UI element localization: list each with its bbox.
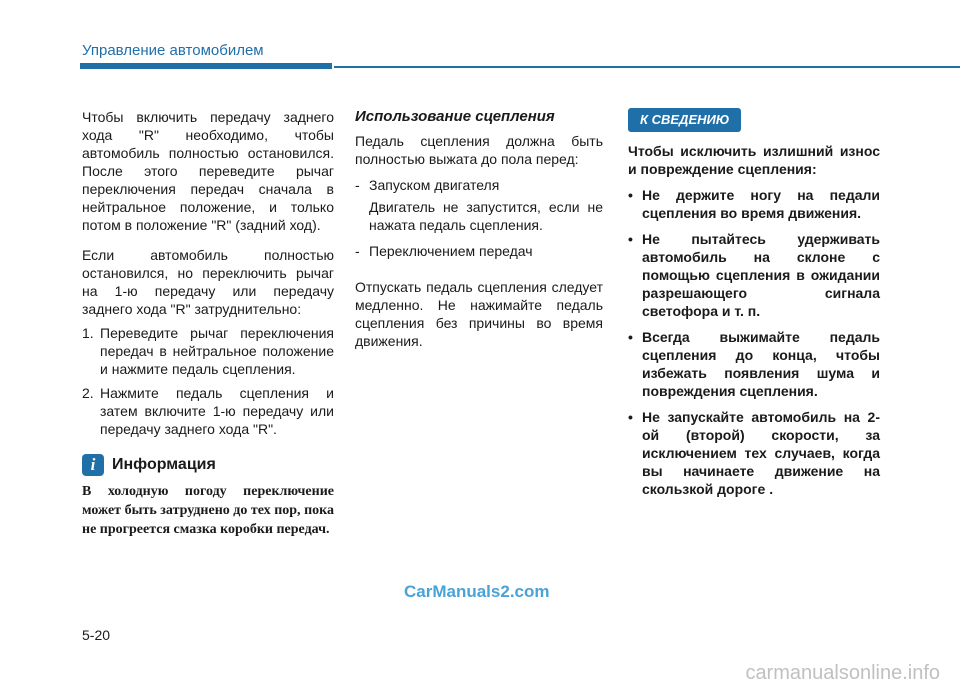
dash-marker: - — [355, 177, 360, 193]
info-title: Информация — [112, 456, 216, 473]
watermark-footer: carmanualsonline.info — [745, 662, 940, 684]
step-number: 1. — [82, 325, 94, 341]
notice-bullet — [628, 186, 880, 222]
page-number: 5-20 — [82, 627, 111, 643]
numbered-step — [82, 384, 334, 438]
notice-bullet — [628, 230, 880, 320]
paragraph-release: Отпускать педаль сцепления следует медленно. Не нажимайте педаль сцепления без причины во время движения. — [355, 279, 603, 349]
bullet-icon: • — [628, 231, 633, 247]
info-icon: i — [82, 454, 104, 476]
dash-text: Запуском двигателя — [369, 177, 500, 193]
dash-marker: - — [355, 243, 360, 259]
notice-bullet — [628, 408, 880, 498]
numbered-step — [82, 324, 334, 378]
dash-item — [355, 242, 603, 260]
column-left — [82, 108, 334, 539]
info-heading — [82, 454, 334, 476]
column-right — [628, 108, 880, 498]
section-title-clutch: Использование сцепления — [355, 108, 555, 125]
column-middle — [355, 108, 603, 350]
notice-badge: К СВЕДЕНИЮ — [628, 108, 741, 132]
bullet-text: Не пытайтесь удерживать автомобиль на склоне с помощью сцепления в ожидании разрешающего сигнала светофора и т. п. — [642, 231, 880, 319]
dash-text: Переключением передач — [369, 243, 533, 259]
bullet-text: Всегда выжимайте педаль сцепления до конца, чтобы избежать появления шума и повреждения сцепления. — [642, 329, 880, 399]
paragraph-clutch-intro: Педаль сцепления должна быть полностью выжата до пола перед: — [355, 133, 603, 167]
header-rule-thick — [80, 63, 332, 69]
notice-bullet — [628, 328, 880, 400]
bullet-icon: • — [628, 409, 633, 425]
dash-item — [355, 176, 603, 194]
bullet-icon: • — [628, 329, 633, 345]
bullet-text: Не держите ногу на педали сцепления во время движения. — [642, 187, 880, 221]
step-text: Переведите рычаг переключения передач в нейтральное положение и нажмите педаль сцепления. — [100, 325, 334, 377]
dash-subtext: Двигатель не запустится, если не нажата педаль сцепления. — [369, 199, 603, 233]
info-text: В холодную погоду переключение может быть затруднено до тех пор, пока не прогреется смазка коробки передач. — [82, 484, 334, 537]
step-number: 2. — [82, 385, 94, 401]
watermark-link[interactable]: CarManuals2.com — [404, 582, 550, 601]
notice-intro: Чтобы исключить излишний износ и повреждение сцепления: — [628, 143, 880, 177]
paragraph-difficulty: Если автомобиль полностью остановился, но переключить рычаг на 1-ю передачу или передачу заднего хода "R" затруднительно: — [82, 247, 334, 317]
bullet-text: Не запускайте автомобиль на 2-ой (второй) скорости, за исключением тех случаев, когда вы начинаете движение на скользкой дороге . — [642, 409, 880, 497]
section-header-title: Управление автомобилем — [82, 42, 264, 59]
paragraph-reverse-gear: Чтобы включить передачу заднего хода "R" необходимо, чтобы автомобиль полностью остановился. После этого переведите рычаг переключения передач сначала в нейтральное положение, и только потом в положение "R" (задний ход). — [82, 109, 334, 233]
bullet-icon: • — [628, 187, 633, 203]
step-text: Нажмите педаль сцепления и затем включите 1-ю передачу или передачу заднего хода "R". — [100, 385, 334, 437]
header-rule-thin — [334, 66, 960, 68]
